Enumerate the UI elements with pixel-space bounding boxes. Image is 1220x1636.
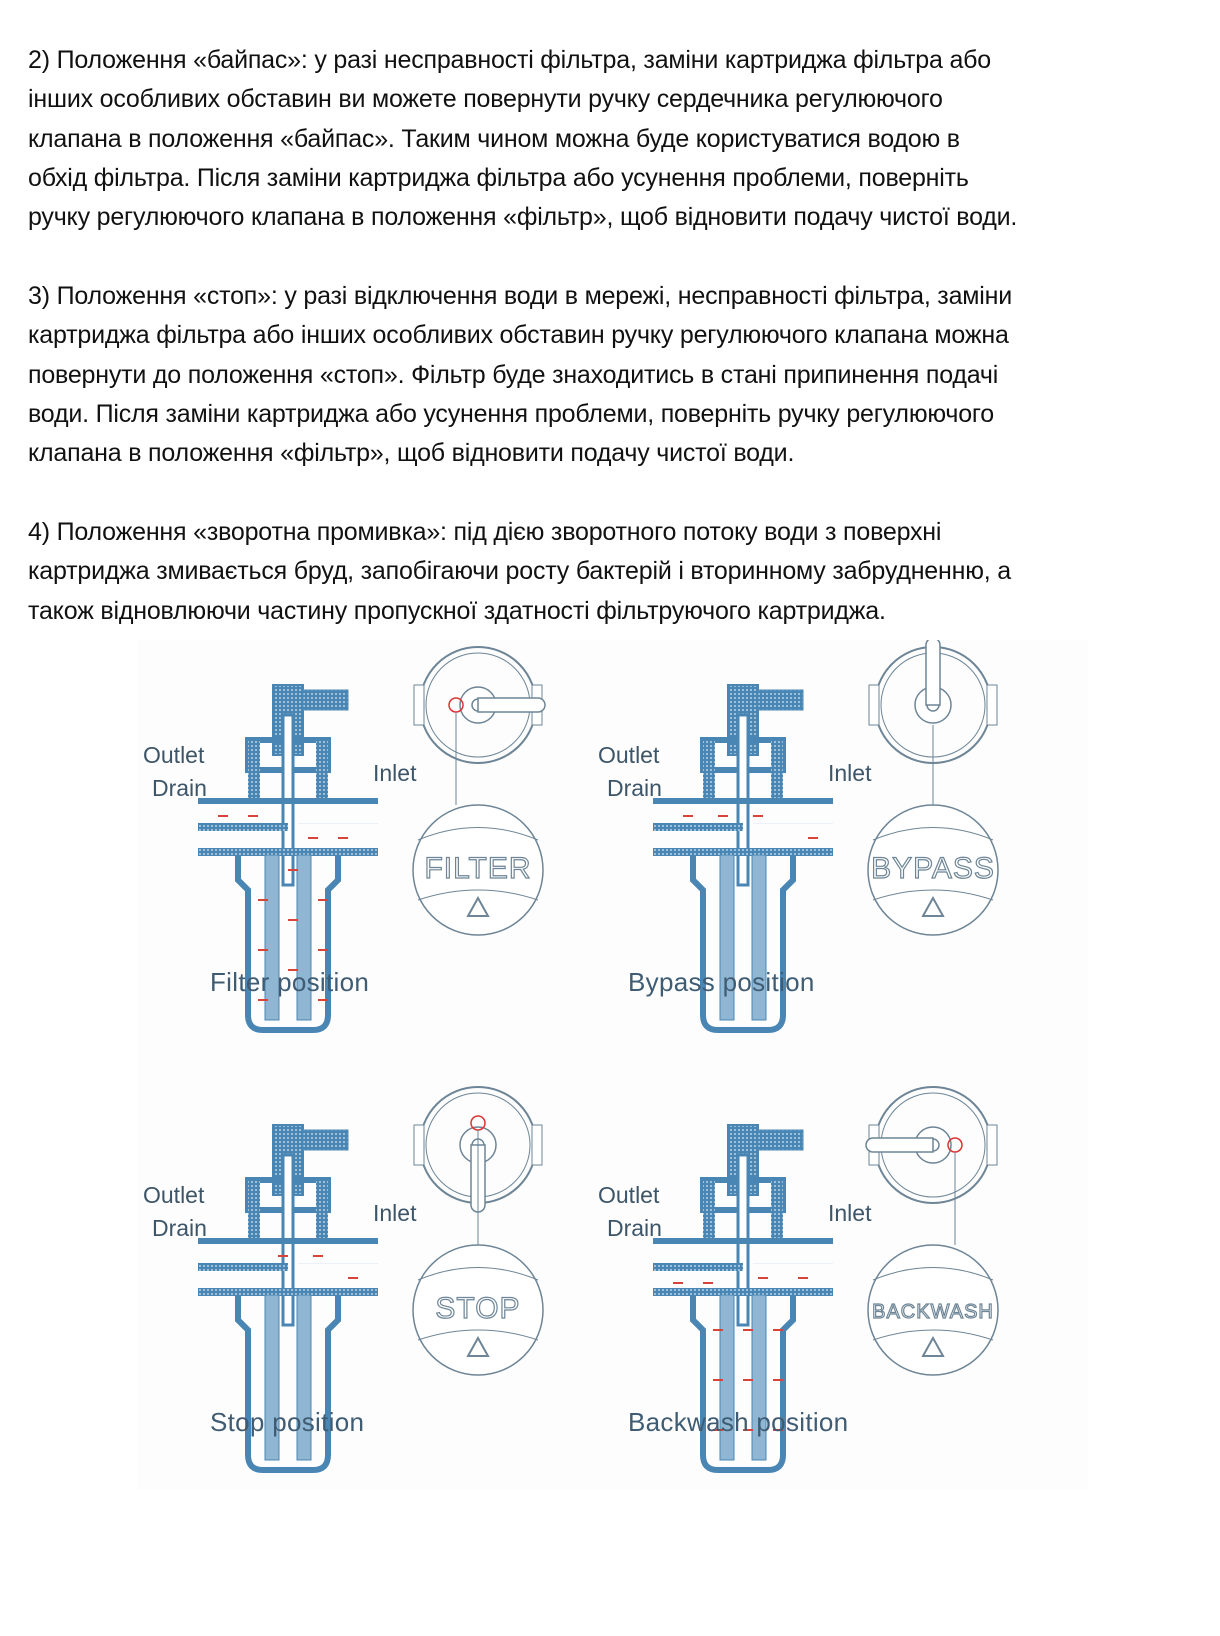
panel-caption: Stop position [210,1407,365,1437]
inlet-label: Inlet [828,760,872,786]
outlet-pipe-top [653,1238,833,1244]
dial-in-tab [987,685,997,725]
outlet-pipe-bottom [653,823,743,831]
drain-label: Drain [607,775,662,801]
outlet-label: Outlet [143,742,205,768]
paragraph-line: картриджа фільтра або інших особливих обставин ручку регулюючого клапана можна [28,321,1009,350]
outlet-pipe-bottom [198,823,288,831]
valve-handle [303,690,348,710]
drain-pipe [198,848,378,856]
outlet-pipe-top [198,1238,378,1244]
inlet-label: Inlet [373,1200,417,1226]
outlet-pipe-top [653,798,833,804]
paragraph-line: картриджа змивається бруд, запобігаючи росту бактерій і вторинному забрудненню, а [28,557,1011,586]
dial-out-tab [869,685,879,725]
dial-out-tab [414,685,424,725]
paragraph-line: клапана в положення «фільтр», щоб відновити подачу чистої води. [28,439,795,468]
dial-position-label: STOP [435,1292,521,1325]
dial-position-label: BYPASS [871,852,995,885]
paragraph-line: обхід фільтра. Після заміни картриджа фільтра або усунення проблеми, поверніть [28,163,969,192]
housing-right-wall [316,1180,328,1240]
valve-positions-figure [138,640,1088,1490]
panel-caption: Filter position [210,967,370,997]
inlet-label: Inlet [828,1200,872,1226]
paragraph-line: 3) Положення «стоп»: у разі відключення води в мережі, несправності фільтра, заміни [28,282,1012,310]
drain-label: Drain [152,775,207,801]
outlet-pipe-top [198,798,378,804]
dial-position-label: FILTER [424,852,532,885]
paragraph-line: води. Після заміни картриджа або усунення проблеми, поверніть ручку регулюючого [28,399,994,428]
housing-right-wall [316,740,328,800]
outlet-label: Outlet [143,1182,205,1208]
dial-handle [866,1138,933,1152]
paragraph-stop [28,277,1208,473]
paragraph-line: також відновлюючи частину пропускної здатності фільтруючого картриджа. [28,596,886,625]
housing-right-wall [771,740,783,800]
paragraph-line: повернути до положення «стоп». Фільтр буде знаходитись в стані припинення подачі [28,360,999,389]
dial-handle [926,640,940,705]
drain-label: Drain [152,1215,207,1241]
paragraph-line: клапана в положення «байпас». Таким чином можна буде користуватися водою в [28,124,960,153]
dial-in-tab [987,1125,997,1165]
housing-left-wall [248,740,260,800]
panel-caption: Backwash position [628,1407,849,1437]
dial-handle [478,698,545,712]
paragraph-line: ручку регулюючого клапана в положення «фільтр», щоб відновити подачу чистої води. [28,203,1018,232]
drain-pipe [653,1288,833,1296]
outlet-label: Outlet [598,742,660,768]
paragraph-line: 2) Положення «байпас»: у разі несправності фільтра, заміни картриджа фільтра або [28,46,991,74]
dial-out-tab [414,1125,424,1165]
inlet-label: Inlet [373,760,417,786]
valve-handle [303,1130,348,1150]
valve-handle [758,690,803,710]
housing-left-wall [248,1180,260,1240]
paragraph-bypass [28,41,1208,237]
paragraph-line: інших особливих обставин ви можете повернути ручку сердечника регулюючого [28,85,943,114]
drain-pipe [198,1288,378,1296]
dial-in-tab [532,1125,542,1165]
paragraph-line: 4) Положення «зворотна промивка»: під дією зворотного потоку води з поверхні [28,518,942,546]
outlet-label: Outlet [598,1182,660,1208]
outlet-pipe-bottom [653,1263,743,1271]
drain-pipe [653,848,833,856]
dial-position-label: BACKWASH [872,1301,994,1323]
panel-caption: Bypass position [628,967,815,997]
paragraph-backwash [28,513,1208,631]
outlet-pipe-bottom [198,1263,288,1271]
housing-left-wall [703,740,715,800]
housing-left-wall [703,1180,715,1240]
drain-label: Drain [607,1215,662,1241]
housing-right-wall [771,1180,783,1240]
valve-handle [758,1130,803,1150]
